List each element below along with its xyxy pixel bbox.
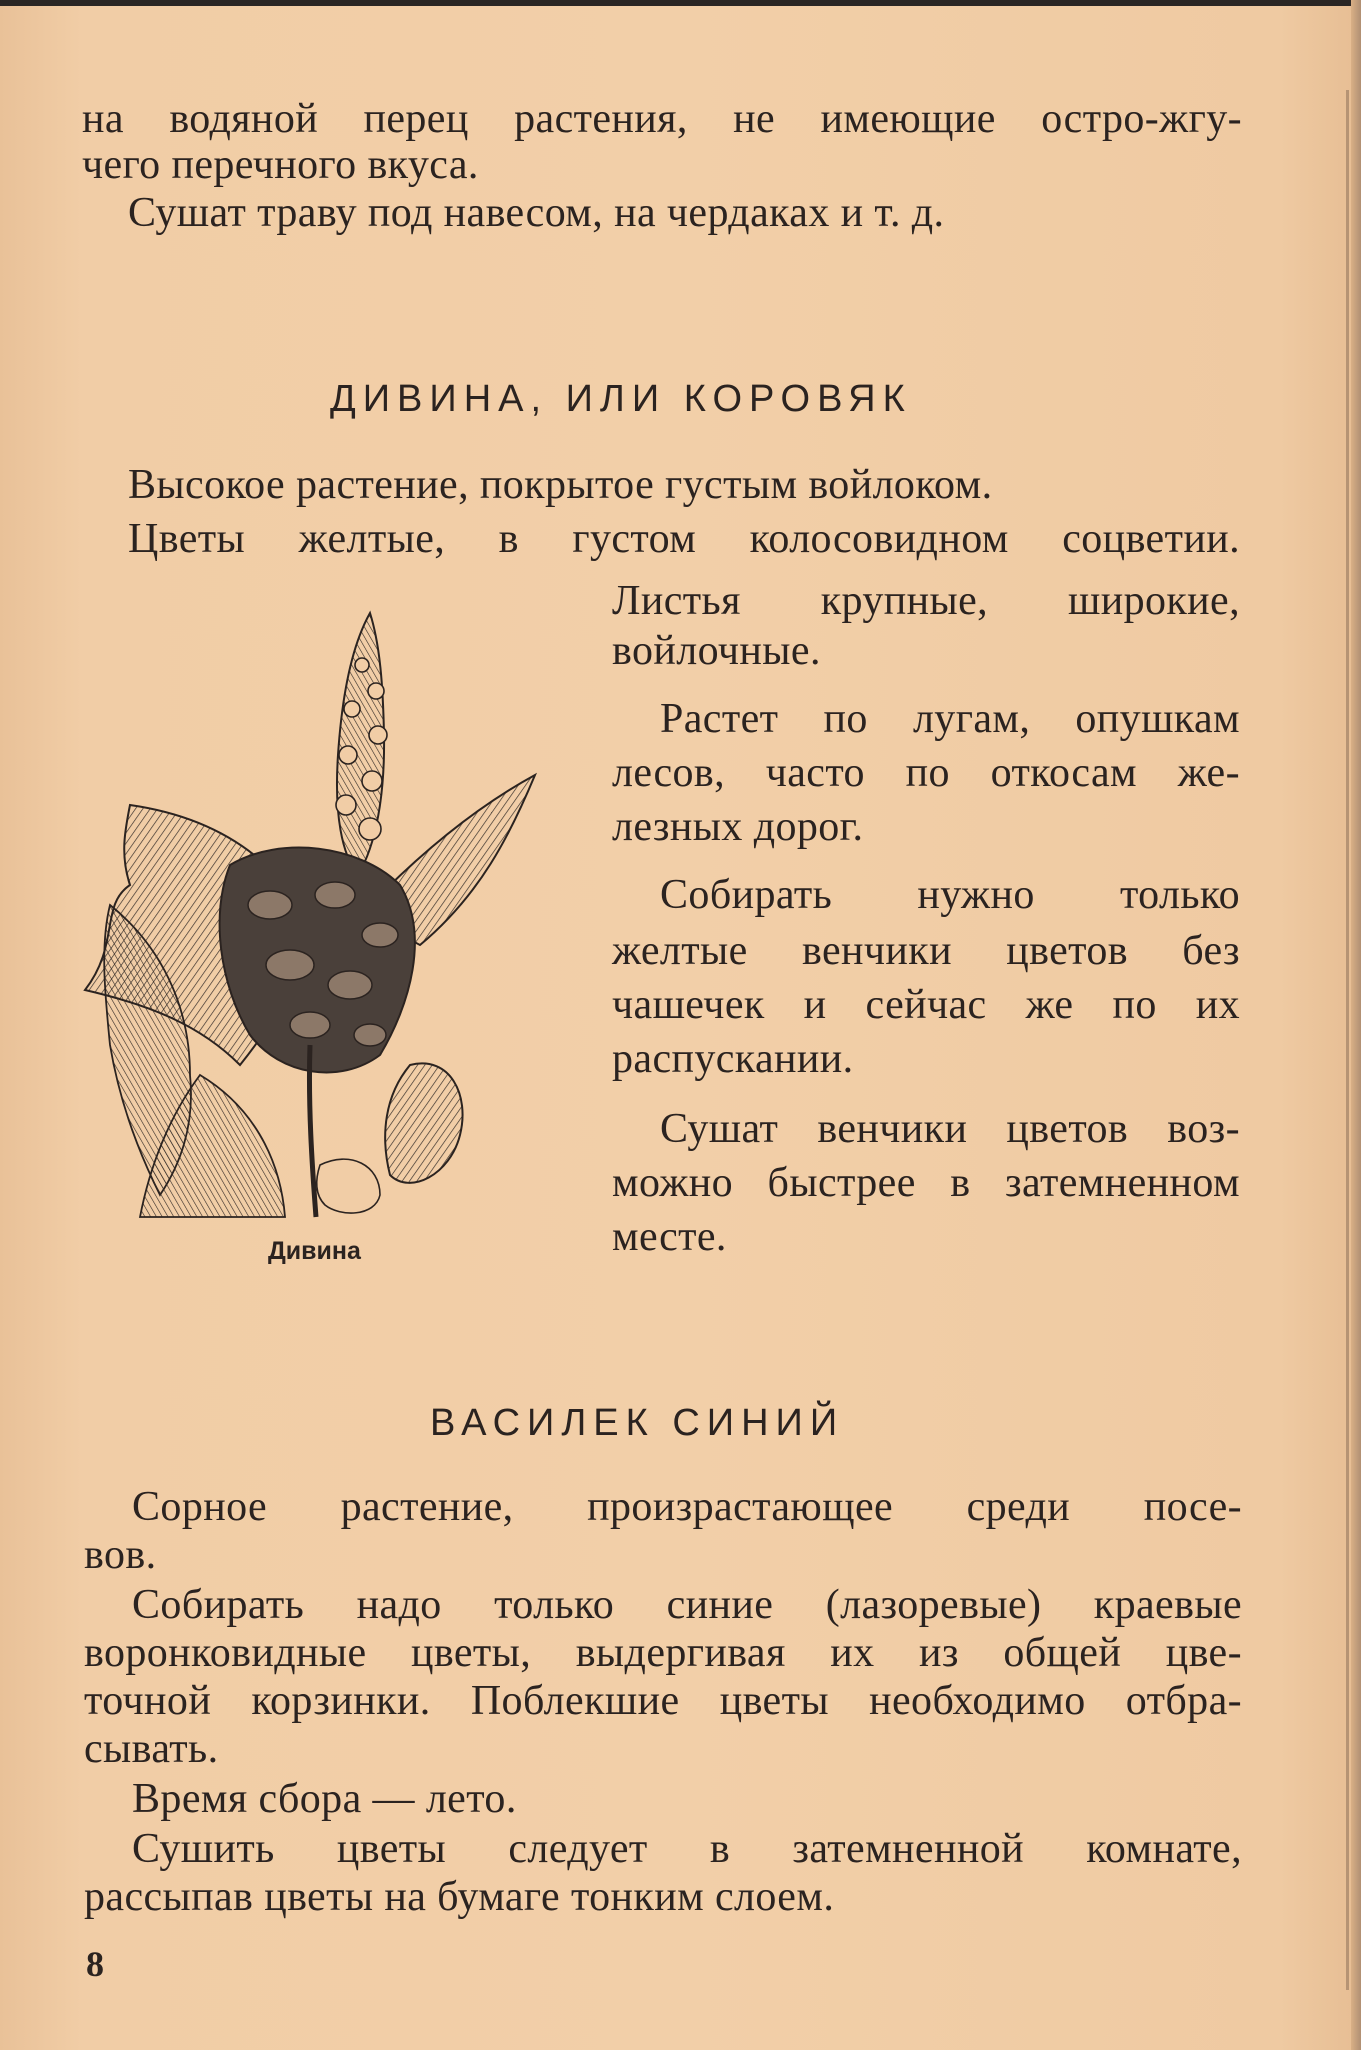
vasilek-line: Сушить цветы следует в затемненной комнате, — [132, 1826, 1242, 1872]
vasilek-line: воронковидные цветы, выдергивая их из общей цве- — [84, 1630, 1242, 1676]
divina-line: Высокое растение, покрытое густым войлоком. — [128, 462, 993, 508]
vasilek-line: Сорное растение, произрастающее среди посе- — [132, 1484, 1242, 1530]
section-heading-divina: ДИВИНА, ИЛИ КОРОВЯК — [330, 378, 912, 420]
page-top-edge — [0, 0, 1361, 6]
intro-line-2: чего перечного вкуса. — [82, 142, 479, 188]
divina-line: Растет по лугам, опушкам — [660, 696, 1240, 742]
vasilek-line: вов. — [84, 1532, 157, 1578]
divina-line: Сушат венчики цветов воз- — [660, 1106, 1240, 1152]
divina-line: чашечек и сейчас же по их — [612, 982, 1240, 1028]
divina-line: желтые венчики цветов без — [612, 928, 1240, 974]
divina-line: Листья крупные, широкие, — [612, 578, 1240, 624]
figure-caption: Дивина — [268, 1237, 361, 1265]
divina-line: лезных дорог. — [612, 804, 864, 850]
vasilek-line: Время сбора — лето. — [132, 1776, 517, 1822]
divina-line: лесов, часто по откосам же- — [612, 750, 1240, 796]
divina-line: месте. — [612, 1214, 727, 1260]
page-number: 8 — [86, 1944, 104, 1984]
divina-line: войлочные. — [612, 628, 821, 674]
vasilek-line: рассыпав цветы на бумаге тонким слоем. — [84, 1874, 835, 1920]
vasilek-line: сывать. — [84, 1726, 219, 1772]
vasilek-line: точной корзинки. Поблекшие цветы необходимо отбра- — [84, 1678, 1242, 1724]
divina-line: распускании. — [612, 1036, 854, 1082]
mullein-plant-engraving-icon — [80, 605, 550, 1225]
page-binding-edge — [1351, 0, 1361, 2050]
vasilek-line: Собирать надо только синие (лазоревые) краевые — [132, 1582, 1242, 1628]
divina-line: Собирать нужно только — [660, 872, 1240, 918]
intro-line-1: на водяной перец растения, не имеющие остро-жгу- — [82, 96, 1242, 142]
page-fold-line — [1346, 90, 1349, 1990]
divina-line: можно быстрее в затемненном — [612, 1160, 1240, 1206]
intro-line-3: Сушат траву под навесом, на чердаках и т. д. — [128, 190, 945, 236]
divina-line: Цветы желтые, в густом колосовидном соцветии. — [128, 516, 1240, 562]
section-heading-vasilek: ВАСИЛЕК СИНИЙ — [430, 1402, 845, 1444]
